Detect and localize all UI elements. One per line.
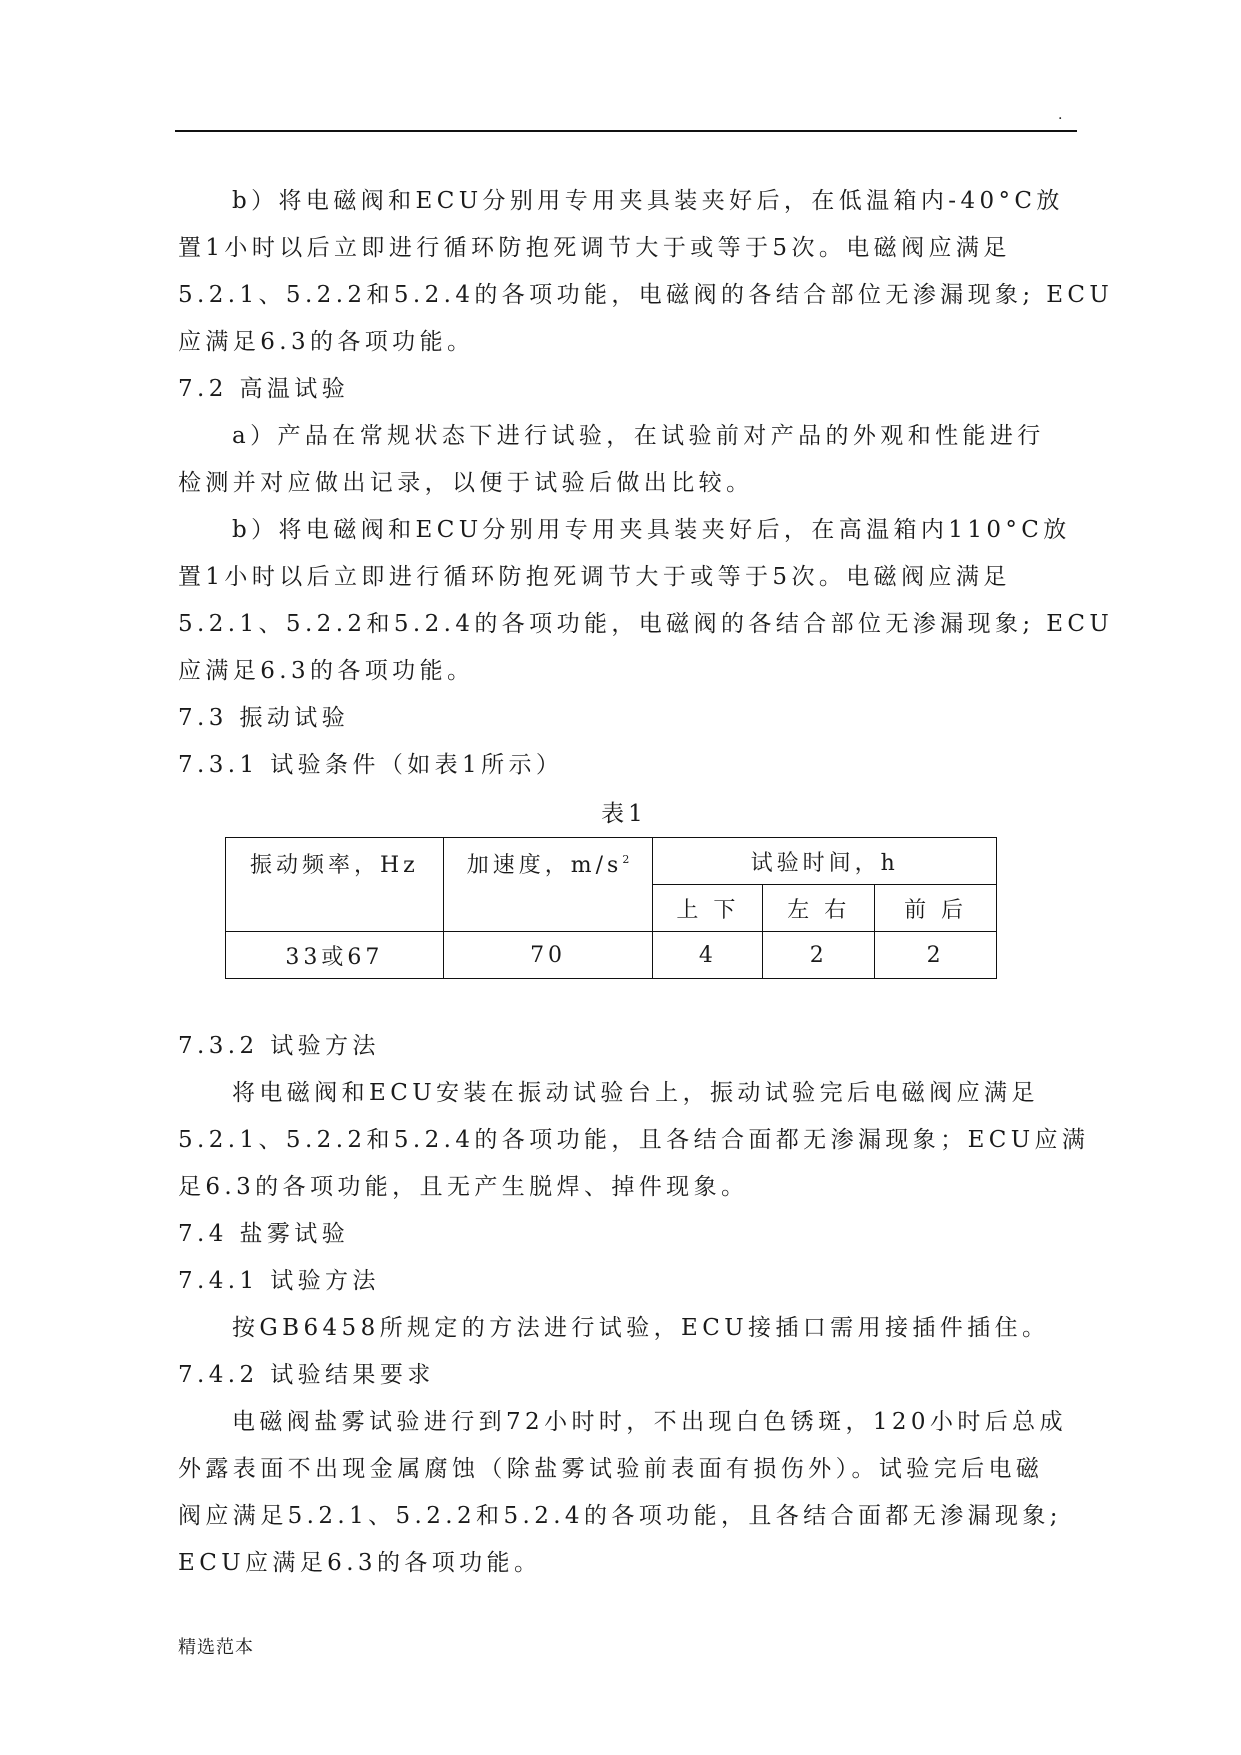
paragraph-line: 外露表面不出现金属腐蚀（除盐雾试验前表面有损伤外）。试验完后电磁 <box>178 1456 1044 1482</box>
paragraph-line: b）将电磁阀和ECU分别用专用夹具装夹好后，在低温箱内-40°C放 <box>232 188 1064 214</box>
section-after-table <box>178 1023 1090 1587</box>
table-caption: 表1 <box>601 801 647 827</box>
paragraph-line: a）产品在常规状态下进行试验，在试验前对产品的外观和性能进行 <box>232 423 1045 449</box>
vibration-conditions-table <box>225 837 997 979</box>
spacer <box>178 979 1070 1023</box>
cell-updown: 4 <box>653 932 763 979</box>
paragraph-line: 阀应满足5.2.1、5.2.2和5.2.4的各项功能，且各结合面都无渗漏现象; <box>178 1503 1062 1529</box>
paragraph-line: 按GB6458所规定的方法进行试验，ECU接插口需用接插件插住。 <box>232 1315 1050 1341</box>
subsection-heading: 7.4.1 试验方法 <box>178 1268 380 1294</box>
paragraph-line: 置1小时以后立即进行循环防抱死调节大于或等于5次。电磁阀应满足 <box>178 235 1011 261</box>
cell-frontback: 2 <box>875 932 997 979</box>
document-body <box>178 178 1114 1587</box>
paragraph-line: 应满足6.3的各项功能。 <box>178 329 475 355</box>
header-mark: . <box>1058 107 1063 123</box>
paragraph-line: b）将电磁阀和ECU分别用专用夹具装夹好后，在高温箱内110°C放 <box>232 517 1071 543</box>
header-rule <box>175 130 1077 132</box>
footer-text: 精选范本 <box>178 1637 254 1658</box>
subsection-heading: 7.3.2 试验方法 <box>178 1033 380 1059</box>
section-heading: 7.3 振动试验 <box>178 705 350 731</box>
header-cell-acceleration: 加速度，$m/s^2$ <box>443 838 653 932</box>
cell-frequency: 33或67 <box>226 932 444 979</box>
section-heading: 7.2 高温试验 <box>178 376 350 402</box>
subsection-heading: 7.3.1 试验条件（如表1所示） <box>178 752 564 778</box>
paragraph-line: 置1小时以后立即进行循环防抱死调节大于或等于5次。电磁阀应满足 <box>178 564 1011 590</box>
paragraph-line: 足6.3的各项功能，且无产生脱焊、掉件现象。 <box>178 1174 749 1200</box>
paragraph-line: 电磁阀盐雾试验进行到72小时时，不出现白色锈斑，120小时后总成 <box>232 1409 1067 1435</box>
cell-leftright: 2 <box>763 932 875 979</box>
subheader-updown: 上 下 <box>653 885 763 932</box>
cell-acceleration: 70 <box>443 932 653 979</box>
subheader-leftright: 左 右 <box>763 885 875 932</box>
unit-exponent: 2 <box>622 853 630 866</box>
paragraph-line: 将电磁阀和ECU安装在振动试验台上，振动试验完后电磁阀应满足 <box>232 1080 1039 1106</box>
section-heading: 7.4 盐雾试验 <box>178 1221 350 1247</box>
header-cell-test-time: 试验时间，h <box>653 838 997 885</box>
paragraph-line: ECU应满足6.3的各项功能。 <box>178 1550 542 1576</box>
section-before-table <box>178 178 1114 789</box>
paragraph-line: 5.2.1、5.2.2和5.2.4的各项功能，电磁阀的各结合部位无渗漏现象; ECU <box>178 282 1114 308</box>
subheader-frontback: 前 后 <box>875 885 997 932</box>
header-cell-frequency: 振动频率，Hz <box>226 838 444 932</box>
paragraph-line: 应满足6.3的各项功能。 <box>178 658 475 684</box>
paragraph-line: 5.2.1、5.2.2和5.2.4的各项功能，电磁阀的各结合部位无渗漏现象; ECU <box>178 611 1114 637</box>
subsection-heading: 7.4.2 试验结果要求 <box>178 1362 435 1388</box>
paragraph-line: 检测并对应做出记录，以便于试验后做出比较。 <box>178 470 754 496</box>
paragraph-line: 5.2.1、5.2.2和5.2.4的各项功能，且各结合面都无渗漏现象；ECU应满 <box>178 1127 1090 1153</box>
table-row <box>226 932 997 979</box>
